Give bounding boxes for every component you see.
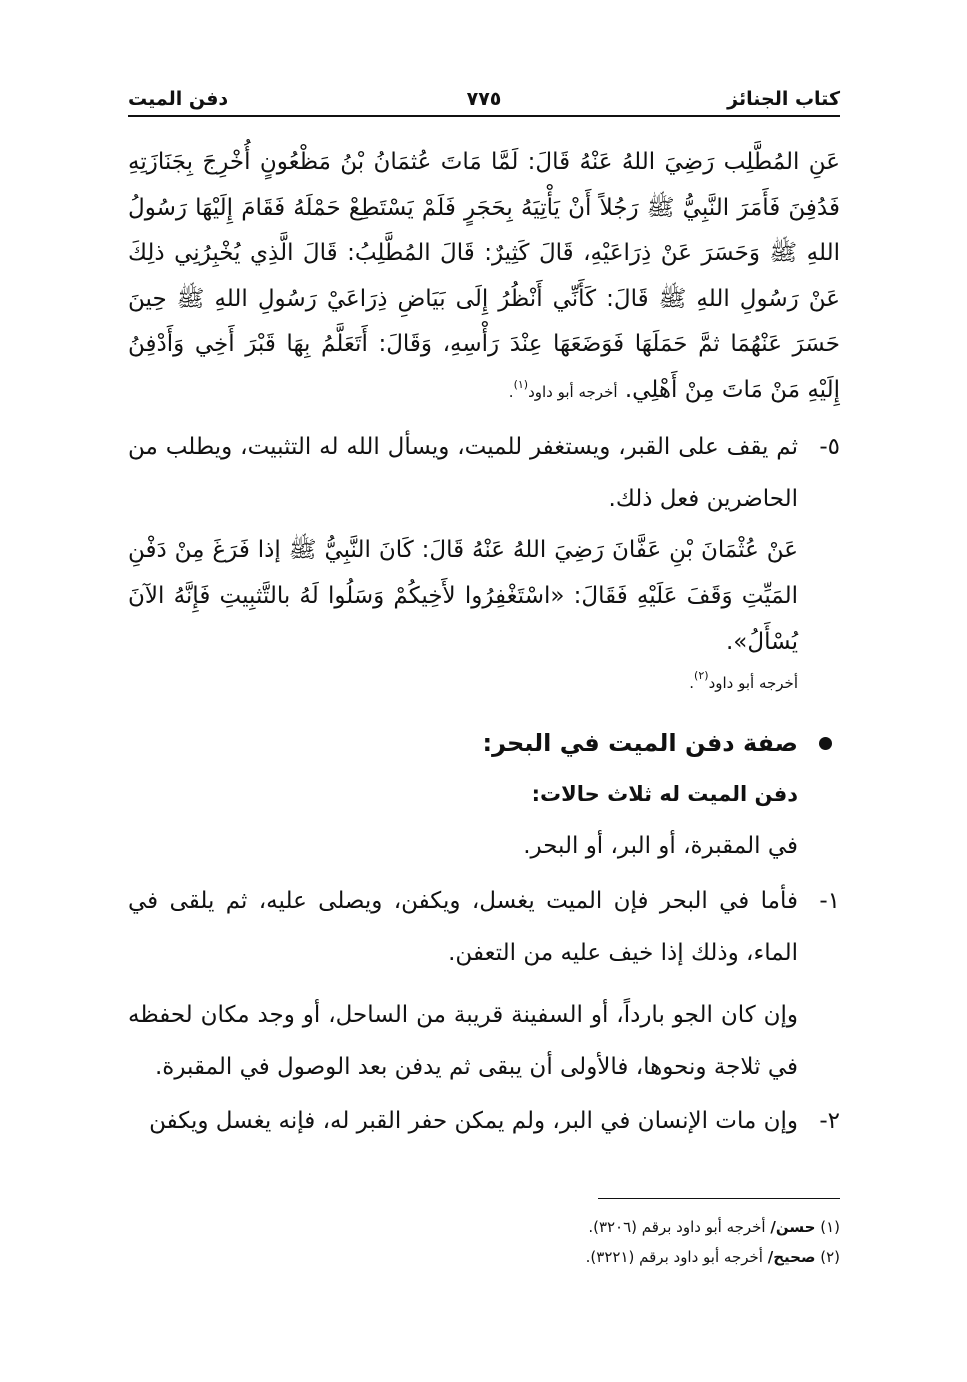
footnote-text: أخرجه أبو داود برقم (٣٢٠٦).: [588, 1218, 766, 1236]
list-item-number: ٢-: [819, 1108, 840, 1134]
cases-line: في المقبرة، أو البر، أو البحر.: [523, 833, 798, 859]
section-heading: صفة دفن الميت في البحر:: [128, 717, 840, 769]
footnote-marker: (١): [820, 1218, 840, 1236]
bullet-icon: [819, 737, 832, 750]
footnote-rule: [598, 1198, 840, 1199]
chapter-title: دفن الميت: [128, 88, 229, 110]
list-item-1: [128, 875, 840, 979]
footnote-grade: حسن/: [770, 1218, 816, 1236]
footnote-marker[interactable]: (٢): [694, 669, 709, 682]
footnote: [128, 1212, 840, 1242]
list-item-5: [128, 421, 840, 525]
list-item-2: [128, 1095, 840, 1147]
book-title: كتاب الجنائز: [727, 88, 840, 110]
hadith-text: عَنْ عُثْمَانَ بْنِ عَفَّانَ رَضِيَ اللهُ عَنْهُ قَالَ: كَانَ النَّبِيُّ ﷺ إذا فَرَغَ مِنْ دَفْنِ المَيِّتِ وَقَفَ عَلَيْهِ فَقَالَ: «اسْتَغْفِرُوا لأَخِيكُمْ وَسَلُوا لَهُ بالتَّثبِيتِ فَإِنَّهُ الآنَ يُسْأَلُ».: [128, 537, 798, 655]
list-item-number: ١-: [819, 888, 840, 914]
hadith-reference: أخرجه أبو داود$^{(٢)}$.: [689, 669, 798, 692]
paragraph: وإن كان الجو بارداً، أو السفينة قريبة من الساحل، أو وجد مكان لحفظه في ثلاجة ونحوها، فالأولى أن يبقى ثم يدفن بعد الوصول في المقبرة.: [128, 1002, 798, 1080]
footnote: [128, 1242, 840, 1272]
list-item-text: ثم يقف على القبر، ويستغفر للميت، ويسأل الله له التثبيت، ويطلب من الحاضرين فعل ذلك.: [128, 434, 798, 512]
footnotes: [128, 1212, 840, 1272]
hadith-block: [128, 527, 840, 701]
footnote-grade: صحيح/: [767, 1248, 816, 1266]
main-content: [128, 140, 840, 1147]
header-rule: [128, 115, 840, 117]
list-item-number: ٥-: [819, 434, 840, 460]
hadith-paragraph: [128, 140, 840, 415]
footnote-marker[interactable]: (١): [513, 377, 529, 391]
page-number: ٧٧٥: [466, 88, 502, 110]
hadith-reference: أخرجه أبو داود$^{(١)}$.: [508, 377, 618, 401]
footnote-text: أخرجه أبو داود برقم (٣٢٢١).: [585, 1248, 763, 1266]
list-item-text: وإن مات الإنسان في البر، ولم يمكن حفر القبر له، فإنه يغسل ويكفن: [149, 1108, 798, 1134]
hadith-text: عَنِ المُطَّلِب رَضِيَ اللهُ عَنْهُ قَالَ: لَمَّا مَاتَ عُثمَانُ بْنُ مَظْعُونٍ أُخْرِجَ بِجَنَازَتِهِ فَدُفِنَ فَأَمَرَ النَّبِيُّ ﷺ رَجُلاً أَنْ يَأْتِيَهُ بِحَجَرٍ فَلَمْ يَسْتَطِعْ حَمْلَهُ فَقَامَ إِلَيْهَا رَسُولُ اللهِ ﷺ وَحَسَرَ عَنْ ذِرَاعَيْهِ، قَالَ كَثِيرٌ: قَالَ المُطَّلِبُ: قَالَ الَّذِي يُخْبِرُنِي ذلِكَ عَنْ رَسُولِ اللهِ ﷺ قَالَ: كَأَنِّي أَنْظُرُ إِلَى بَيَاضِ ذِرَاعَيْ رَسُولِ اللهِ ﷺ حِينَ حَسَرَ عَنْهُمَا ثمَّ حَمَلَهَا فَوَضَعَهَا عِنْدَ رَأْسِهِ، وَقَالَ: أَتَعَلَّمُ بِهَا قَبْرَ أَخِي وَأَدْفِنُ إِلَيْهِ مَنْ مَاتَ مِنْ أَهْلِي.: [128, 149, 840, 403]
hadith-paragraph: [128, 527, 798, 665]
sub-heading: دفن الميت له ثلاث حالات:: [531, 782, 798, 806]
page-header: [128, 84, 840, 114]
footnote-marker: (٢): [820, 1248, 840, 1266]
list-item-text: فأما في البحر فإن الميت يغسل، ويكفن، ويصلى عليه، ثم يلقى في الماء، وذلك إذا خيف عليه من التعفن.: [128, 888, 798, 966]
